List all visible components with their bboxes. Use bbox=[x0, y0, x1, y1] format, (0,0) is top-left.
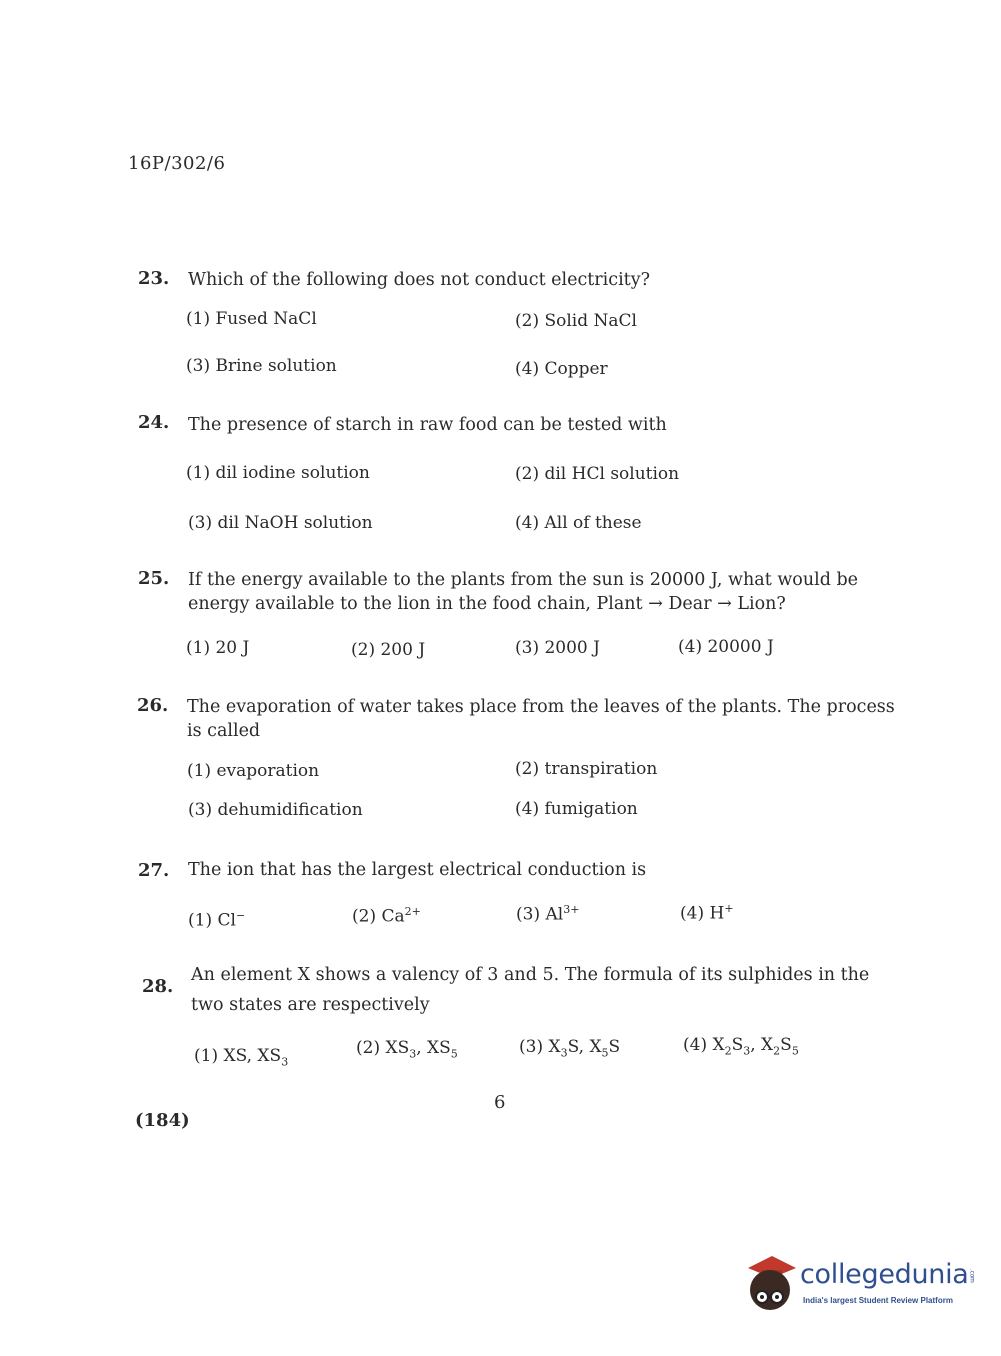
option: (1) Cl− bbox=[188, 909, 246, 931]
question-text-line: is called bbox=[187, 721, 261, 741]
set-code: (184) bbox=[135, 1110, 190, 1131]
page-number: 6 bbox=[494, 1092, 506, 1113]
question-number: 26. bbox=[137, 695, 169, 716]
option: (2) dil HCl solution bbox=[515, 464, 680, 484]
logo-wordmark: collegedunia.com bbox=[800, 1259, 976, 1290]
question-number: 27. bbox=[138, 860, 170, 881]
option: (1) dil iodine solution bbox=[186, 463, 370, 483]
question-number: 24. bbox=[138, 412, 170, 433]
question-text-line: An element X shows a valency of 3 and 5. The formula of its sulphides in the bbox=[191, 965, 870, 985]
question-number: 23. bbox=[138, 268, 170, 289]
option: (4) fumigation bbox=[515, 799, 638, 819]
option: (3) dehumidification bbox=[188, 800, 363, 820]
question-number: 25. bbox=[138, 568, 170, 589]
logo-tagline: India's largest Student Review Platform bbox=[803, 1296, 953, 1305]
option: (1) XS, $XS_3$ bbox=[194, 1046, 289, 1069]
option: (4) $X_2S_3$, $X_2S_5$ bbox=[683, 1035, 799, 1058]
mascot-icon bbox=[742, 1250, 800, 1320]
question-text-line: The evaporation of water takes place from the leaves of the plants. The process bbox=[187, 697, 895, 717]
paper-code: 16P/302/6 bbox=[128, 153, 226, 174]
option: (2) Solid NaCl bbox=[515, 311, 637, 331]
option: (1) 20 J bbox=[186, 638, 250, 658]
question-text: The presence of starch in raw food can be tested with bbox=[188, 415, 667, 435]
option: (4) H+ bbox=[680, 902, 734, 924]
option: (3) $X_3S$, $X_5S$ bbox=[519, 1037, 621, 1060]
option: (2) $Ca^{2+}$ bbox=[352, 905, 421, 927]
option: (3) $Al^{3+}$ bbox=[516, 903, 580, 925]
option: (3) 2000 J bbox=[515, 638, 600, 658]
collegedunia-logo[interactable] bbox=[742, 1250, 976, 1320]
option: (2) $XS_3$, $XS_5$ bbox=[356, 1038, 458, 1061]
option: (3) dil NaOH solution bbox=[188, 513, 373, 533]
question-text: The ion that has the largest electrical conduction is bbox=[188, 860, 647, 880]
option: (2) 200 J bbox=[351, 640, 426, 660]
option: (4) 20000 J bbox=[678, 637, 774, 657]
option: (4) Copper bbox=[515, 359, 608, 379]
question-number: 28. bbox=[142, 976, 174, 997]
question-text-line: If the energy available to the plants from the sun is 20000 J, what would be bbox=[188, 570, 859, 590]
option: (3) Brine solution bbox=[186, 356, 337, 376]
option: (1) Fused NaCl bbox=[186, 309, 317, 329]
option: (2) transpiration bbox=[515, 759, 658, 779]
question-text: Which of the following does not conduct electricity? bbox=[188, 270, 650, 290]
question-text-line: two states are respectively bbox=[191, 995, 430, 1015]
option: (1) evaporation bbox=[187, 761, 320, 781]
question-text-line: energy available to the lion in the food chain, Plant → Dear → Lion? bbox=[188, 594, 786, 614]
option: (4) All of these bbox=[515, 513, 642, 533]
